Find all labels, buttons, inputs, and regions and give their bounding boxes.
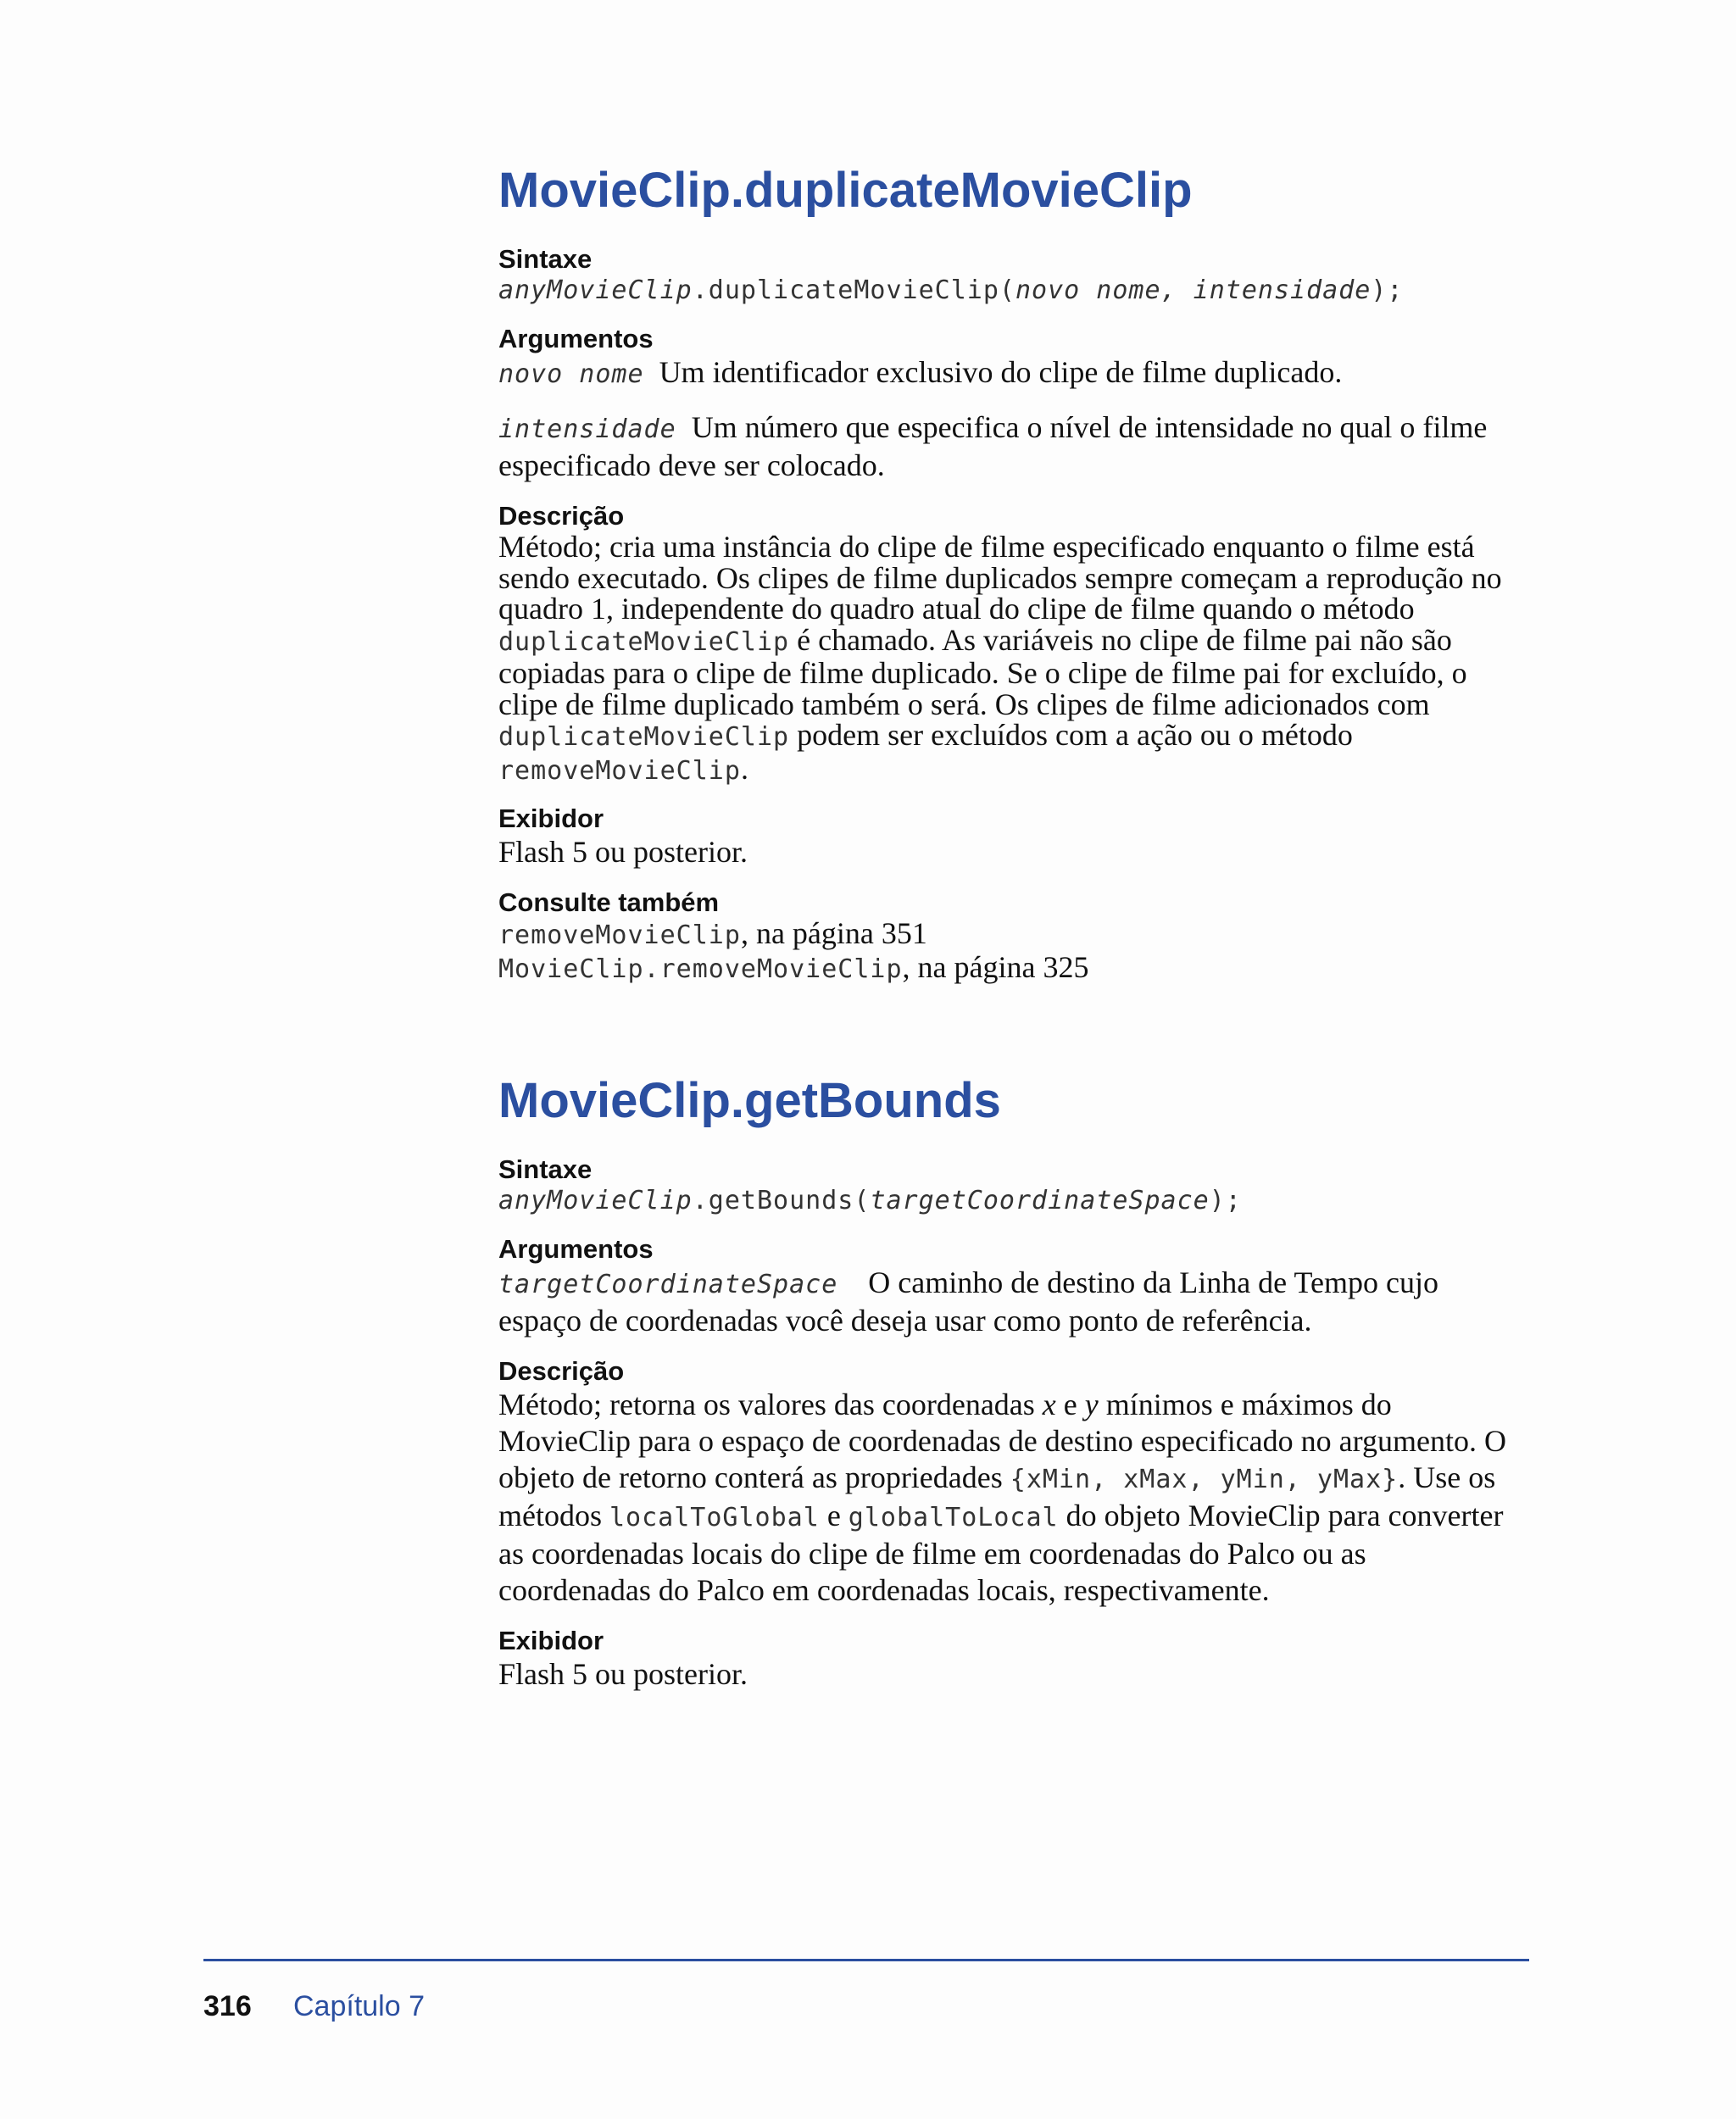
description-text bbox=[498, 531, 1516, 787]
arguments-heading: Argumentos bbox=[498, 324, 654, 353]
argument-desc: Um número que especifica o nível de intensidade no qual o filme especificado deve ser colocado. bbox=[498, 410, 1488, 482]
desc-text: e bbox=[1055, 1388, 1085, 1421]
desc-code: removeMovieClip bbox=[498, 755, 741, 786]
see-also-page: , na página 325 bbox=[902, 949, 1089, 984]
see-also-item bbox=[498, 949, 1516, 986]
syntax-object: anyMovieClip bbox=[498, 275, 693, 305]
section-duplicatemovieclip bbox=[498, 153, 1516, 985]
desc-text: . Use os métodos bbox=[498, 1460, 1496, 1532]
syntax-code bbox=[498, 275, 1516, 307]
argument-name: novo nome bbox=[498, 359, 644, 389]
description-heading: Descrição bbox=[498, 1356, 625, 1386]
player-text: Flash 5 ou posterior. bbox=[498, 835, 748, 869]
player-heading: Exibidor bbox=[498, 1626, 604, 1655]
player-heading: Exibidor bbox=[498, 804, 604, 833]
player-text: Flash 5 ou posterior. bbox=[498, 1657, 748, 1691]
page-content bbox=[498, 153, 1516, 1693]
page-number: 316 bbox=[203, 1990, 252, 2022]
argument-name: intensidade bbox=[498, 414, 676, 444]
desc-text: . bbox=[740, 751, 748, 786]
syntax-args: targetCoordinateSpace bbox=[870, 1186, 1210, 1215]
syntax-method: .duplicateMovieClip( bbox=[692, 275, 1015, 305]
see-also-page: , na página 351 bbox=[740, 916, 927, 950]
argument-desc: O caminho de destino da Linha de Tempo cujo espaço de coordenadas você deseja usar como ponto de referência. bbox=[498, 1265, 1438, 1338]
desc-var: x bbox=[1042, 1388, 1056, 1421]
section-title: MovieClip.getBounds bbox=[498, 1073, 1001, 1128]
arguments-heading: Argumentos bbox=[498, 1234, 654, 1264]
see-also-link[interactable]: MovieClip.removeMovieClip bbox=[498, 954, 903, 984]
argument-item bbox=[498, 409, 1516, 484]
syntax-code bbox=[498, 1185, 1516, 1217]
argument-item bbox=[498, 354, 1516, 392]
footer-rule bbox=[203, 1959, 1529, 1961]
section-getbounds bbox=[498, 1063, 1516, 1693]
description-heading: Descrição bbox=[498, 501, 625, 531]
desc-text: mínimos e máximos do MovieClip para o espaço de coordenadas de destino especificado no argumento. O objeto de retorno conterá as propriedades bbox=[498, 1388, 1506, 1494]
syntax-close: ); bbox=[1209, 1186, 1242, 1215]
desc-var: y bbox=[1084, 1388, 1099, 1421]
argument-name: targetCoordinateSpace bbox=[498, 1270, 838, 1299]
see-also-link[interactable]: removeMovieClip bbox=[498, 920, 741, 950]
argument-desc: Um identificador exclusivo do clipe de filme duplicado. bbox=[659, 355, 1343, 389]
desc-text: e bbox=[819, 1499, 849, 1532]
desc-text: Método; cria uma instância do clipe de filme especificado enquanto o filme está sendo executado. Os clipes de filme duplicados sempre começam a reprodução no quadro 1, independente do quadro atual do clipe de filme quando o método bbox=[498, 530, 1502, 626]
syntax-heading: Sintaxe bbox=[498, 244, 593, 274]
desc-code: localToGlobal bbox=[609, 1503, 820, 1532]
desc-code: duplicateMovieClip bbox=[498, 722, 790, 752]
argument-item bbox=[498, 1265, 1516, 1339]
syntax-heading: Sintaxe bbox=[498, 1154, 593, 1184]
syntax-object: anyMovieClip bbox=[498, 1186, 693, 1215]
desc-code: duplicateMovieClip bbox=[498, 626, 790, 657]
desc-text: é chamado. As variáveis no clipe de filme pai não são copiadas para o clipe de filme duplicado. Se o clipe de filme pai for excluído, o clipe de filme duplicado também o será. Os clipes de filme adicionados com bbox=[498, 622, 1467, 721]
syntax-args: novo nome, intensidade bbox=[1015, 275, 1372, 305]
section-title: MovieClip.duplicateMovieClip bbox=[498, 163, 1193, 218]
syntax-method: .getBounds( bbox=[692, 1186, 871, 1215]
desc-text: do objeto MovieClip para converter as coordenadas locais do clipe de filme em coordenadas do Palco ou as coordenadas do Palco em coordenadas locais, respectivamente. bbox=[498, 1499, 1504, 1607]
chapter-label: Capítulo 7 bbox=[293, 1990, 425, 2022]
description-text bbox=[498, 1387, 1516, 1609]
desc-code: {xMin, xMax, yMin, yMax} bbox=[1010, 1465, 1399, 1494]
desc-code: globalToLocal bbox=[848, 1503, 1059, 1532]
see-also-item bbox=[498, 918, 1516, 952]
desc-text: podem ser excluídos com a ação ou o método bbox=[789, 718, 1353, 752]
syntax-close: ); bbox=[1371, 275, 1404, 305]
desc-text: Método; retorna os valores das coordenadas bbox=[498, 1388, 1043, 1421]
see-also-heading: Consulte também bbox=[498, 887, 720, 917]
